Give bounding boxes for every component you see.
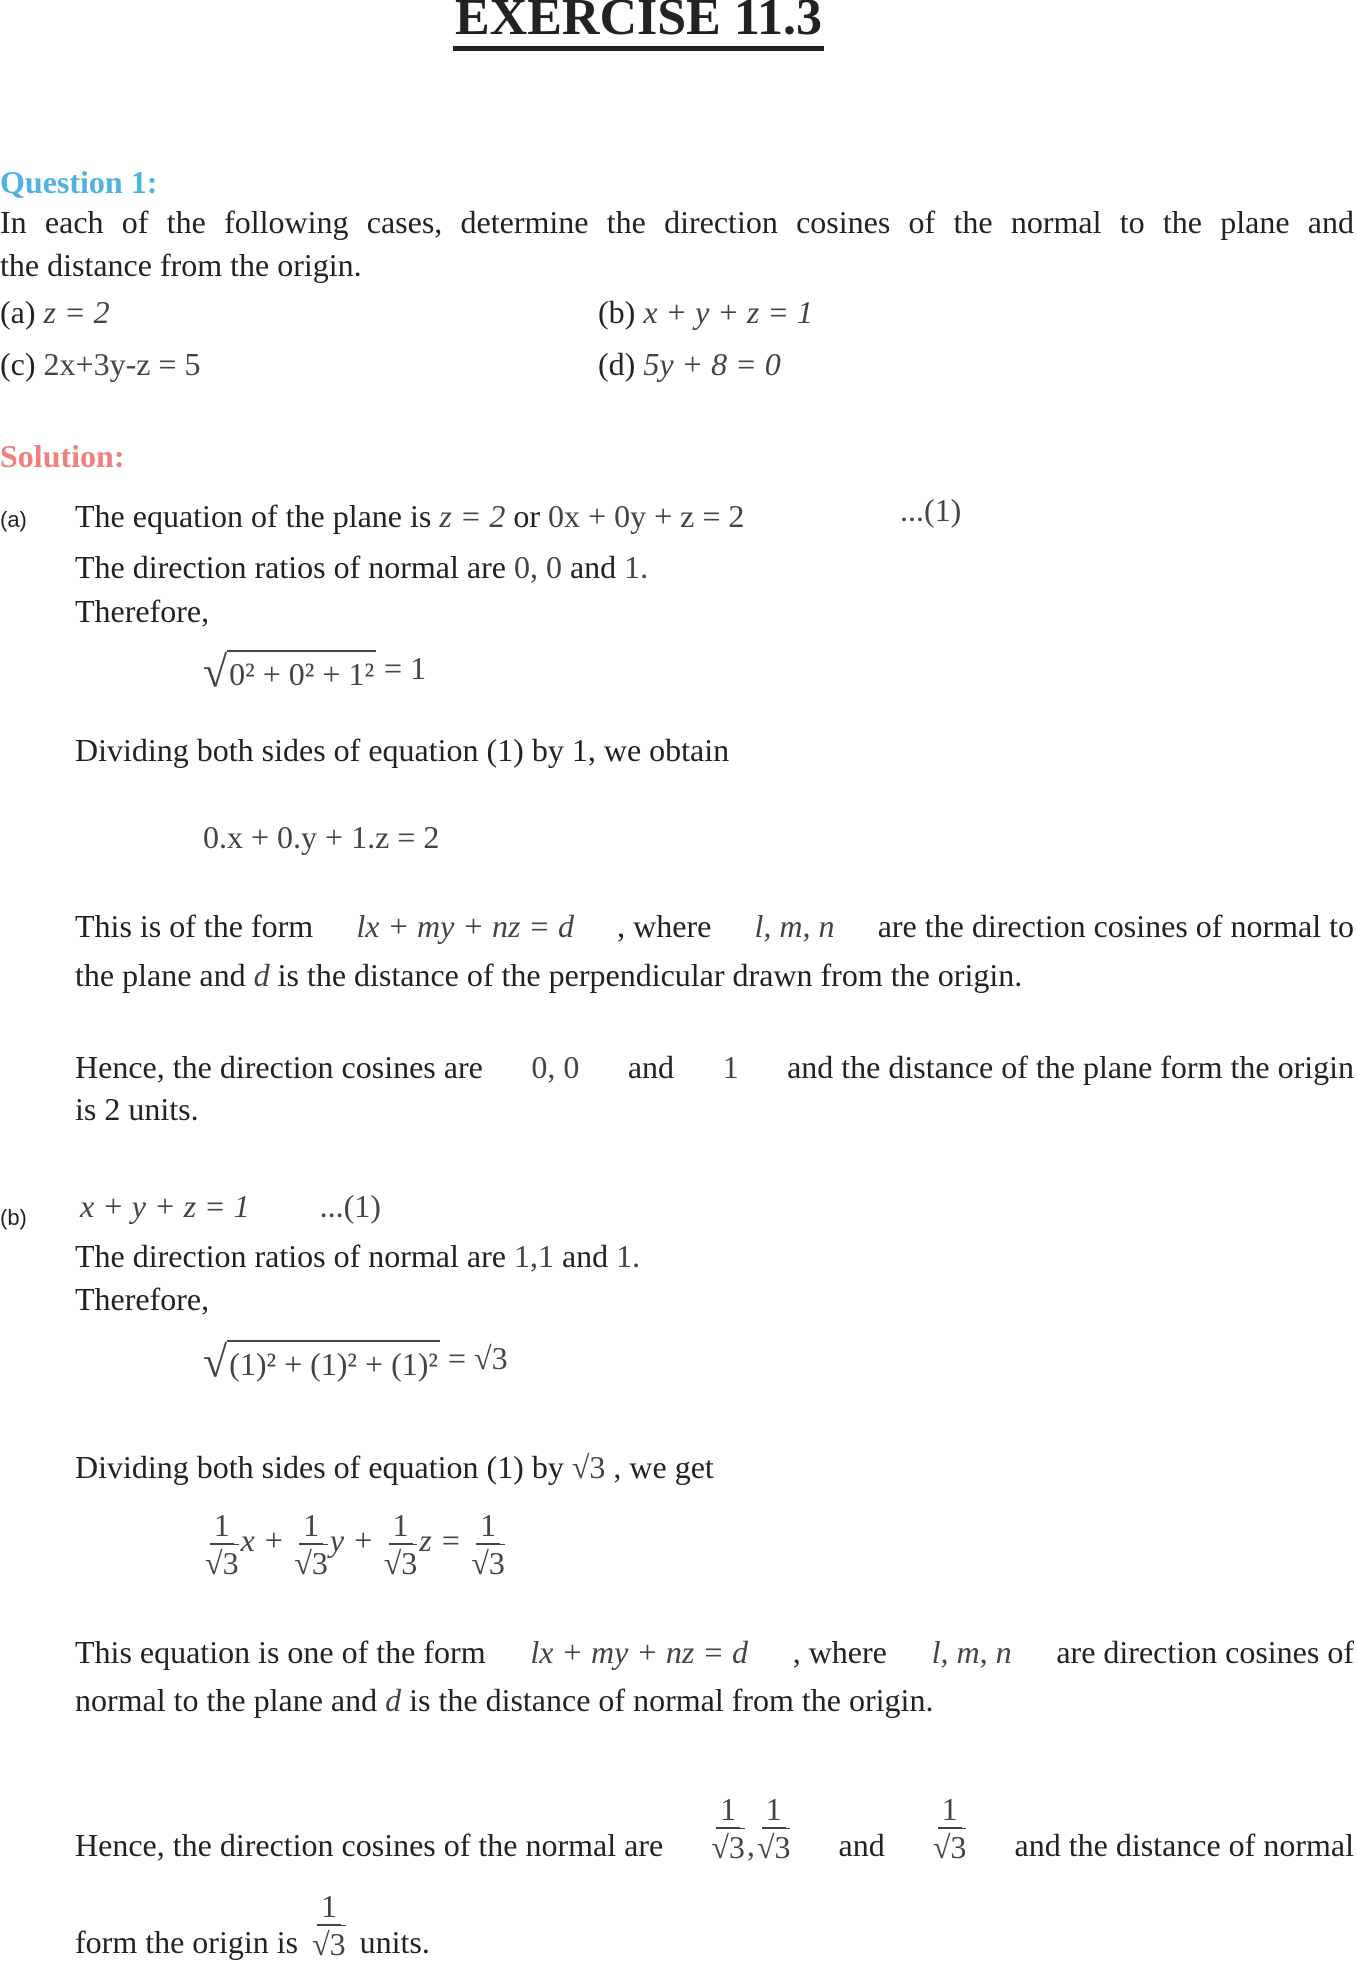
hence-line2-b: form the origin is $\frac{1}{√3}$ units. (75, 1888, 430, 1962)
math-text: normal to the plane and (75, 1682, 378, 1718)
math-text: The direction ratios of normal are (75, 549, 506, 585)
math-text: z = 2 (43, 294, 110, 330)
math-text: is the distance of normal from the origin. (409, 1682, 934, 1718)
math-text: , we get (613, 1449, 714, 1485)
math-text: 1. (616, 1238, 641, 1274)
math-text: 5y + 8 = 0 (643, 346, 781, 382)
math-text: lx + my + nz = d (530, 1634, 748, 1670)
math-text: 0, 0 (531, 1049, 580, 1085)
part-d (598, 344, 781, 384)
math-text: √3 (571, 1449, 606, 1485)
math-text: and (561, 1238, 609, 1274)
math-text: is the distance of the perpendicular drawn from the origin. (277, 957, 1023, 993)
question-text-line2: the distance from the origin. (0, 247, 362, 283)
math-text: d (253, 957, 270, 993)
math-text: 3 (401, 1544, 418, 1581)
part-b (598, 292, 813, 332)
math-text: and (569, 549, 617, 585)
part-c (0, 344, 200, 384)
form-line1-b (75, 1632, 1354, 1672)
solution-b-label: (b) (0, 1205, 27, 1230)
math-text: x + (240, 1522, 285, 1558)
math-text: (a) (0, 294, 36, 330)
fraction-equation-b: $\frac{1}{√3}$ x + $\frac{1}{√3}$ y + $\frac{1}{√3}$ z = $\frac{1}{√3}$ (205, 1506, 505, 1581)
math-text: = √3 (447, 1340, 508, 1376)
question-heading: Question 1: (0, 164, 158, 200)
math-text: 0x + 0y + z = 2 (548, 498, 745, 534)
math-text: Hence, the direction cosines are (75, 1049, 483, 1085)
math-text: z = (419, 1522, 462, 1558)
math-text: 3 (728, 1829, 745, 1865)
math-text: 3 (222, 1544, 239, 1581)
sqrt-expression-a: √0² + 0² + 1² = 1 (203, 647, 427, 697)
math-text: = 1 (384, 650, 427, 686)
math-text: units. (359, 1924, 430, 1960)
hence-line1-b: Hence, the direction cosines of the normal are $\frac{1}{√3}$ , $\frac{1}{√3}$ and $\frac{1}{√3}$ and the distance of normal (75, 1791, 1354, 1865)
therefore-b: Therefore, (75, 1281, 210, 1317)
math-text: 1 (716, 1791, 740, 1829)
math-text: This is of the form (75, 908, 314, 944)
math-text: 1 (722, 1049, 739, 1085)
sqrt-expression-b: √(1)² + (1)² + (1)² = √3 (203, 1337, 508, 1387)
math-text: are direction cosines of (1056, 1634, 1354, 1670)
math-text: x + y + z = 1 (80, 1188, 250, 1224)
math-text: 0² + 0² + 1² (227, 650, 376, 694)
math-text: form the origin is (75, 1924, 299, 1960)
form-line2-a (75, 955, 1022, 995)
math-text: are the direction cosines of normal to (877, 908, 1354, 944)
math-text: and the distance of the plane form the origin (787, 1049, 1354, 1085)
math-text: 1 (389, 1507, 413, 1545)
math-text: The direction ratios of normal are (75, 1238, 506, 1274)
math-text: Hence, the direction cosines of the normal are (75, 1827, 664, 1863)
math-text: 3 (950, 1829, 967, 1865)
math-text: and the distance of normal (1014, 1827, 1354, 1863)
form-line2-b (75, 1680, 933, 1720)
dividing-b (75, 1447, 714, 1487)
equation-divided-a: 0.x + 0.y + 1.z = 2 (203, 819, 440, 855)
math-text: EXERCISE 11.3 (453, 0, 824, 51)
math-text: 1 (938, 1791, 962, 1829)
solution-heading: Solution: (0, 438, 125, 474)
math-text: (d) (598, 346, 636, 382)
math-text: 1,1 (513, 1238, 554, 1274)
form-line1-a (75, 906, 1354, 946)
math-text: d (385, 1682, 402, 1718)
math-text: (1)² + (1)² + (1)² (227, 1340, 440, 1384)
math-text: or (513, 498, 541, 534)
math-text: and (627, 1049, 675, 1085)
math-text: The equation of the plane is (75, 498, 432, 534)
therefore-a: Therefore, (75, 593, 210, 629)
math-text: 1 (762, 1791, 786, 1829)
math-text: , where (617, 908, 712, 944)
question-text-line1: In each of the following cases, determine the direction cosines of the normal to the plane and (0, 204, 1354, 240)
math-text: 1 (317, 1888, 341, 1926)
solution-b-eq (80, 1186, 381, 1226)
math-text: (c) (0, 346, 36, 382)
math-text: 0, 0 (513, 549, 562, 585)
solution-b-line2 (75, 1236, 640, 1276)
equation-ref: ...(1) (900, 492, 962, 528)
solution-a-label: (a) (0, 507, 27, 532)
hence-line2-a: is 2 units. (75, 1091, 199, 1127)
math-text: 3 (311, 1544, 328, 1581)
math-text: 3 (329, 1926, 346, 1962)
math-text: (b) (598, 294, 636, 330)
math-text: l, m, n (754, 908, 835, 944)
math-text: and (838, 1827, 885, 1863)
solution-a-line1 (75, 496, 744, 536)
math-text: 1 (210, 1507, 234, 1545)
page-title (0, 0, 1277, 48)
math-text: , (746, 1827, 755, 1863)
math-text: y + (329, 1522, 374, 1558)
math-text: 1 (299, 1507, 323, 1545)
math-text: 1. (624, 549, 649, 585)
solution-a-line2 (75, 547, 648, 587)
math-text: z = 2 (439, 498, 506, 534)
math-text: ...(1) (319, 1188, 381, 1224)
math-text: l, m, n (931, 1634, 1012, 1670)
math-text: 3 (774, 1829, 791, 1865)
part-a (0, 292, 110, 332)
math-text: x + y + z = 1 (643, 294, 813, 330)
math-text: 2x+3y-z = 5 (43, 346, 201, 382)
math-text: lx + my + nz = d (356, 908, 574, 944)
math-text: Dividing both sides of equation (1) by (75, 1449, 564, 1485)
math-text: 3 (488, 1544, 505, 1581)
dividing-a: Dividing both sides of equation (1) by 1, we obtain (75, 732, 730, 768)
math-text: 1 (476, 1507, 500, 1545)
hence-line1-a (75, 1047, 1354, 1087)
math-text: the plane and (75, 957, 246, 993)
math-text: This equation is one of the form (75, 1634, 486, 1670)
math-text: , where (792, 1634, 887, 1670)
